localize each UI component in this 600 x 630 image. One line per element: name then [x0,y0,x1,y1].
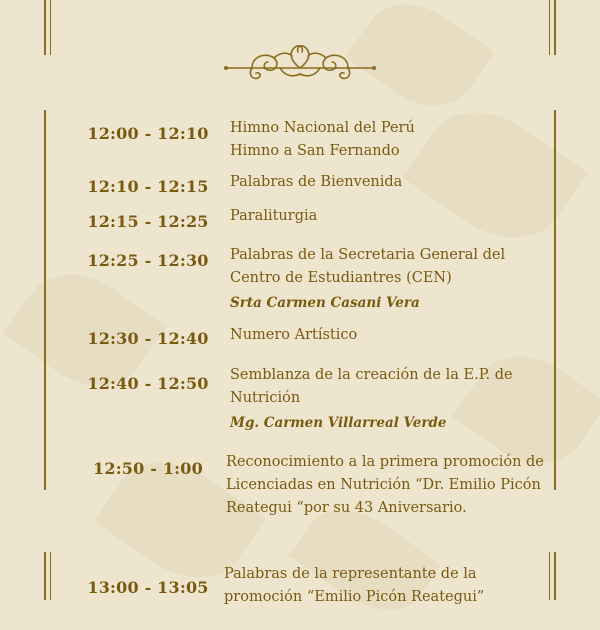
schedule-time: 12:30 - 12:40 [87,329,209,348]
schedule-time: 12:10 - 12:15 [87,177,209,196]
schedule-description [230,244,540,290]
speaker-name: Srta Carmen Casani Vera [230,295,420,311]
schedule-description [226,451,544,520]
description-line: Numero Artístico [230,327,358,343]
description-line: promoción “Emilio Picón Reategui” [224,589,485,605]
frame-line-top-left-inner [50,0,51,55]
schedule-time: 12:50 - 1:00 [93,459,203,478]
description-line: Reconocimiento a la primera promoción de [226,454,544,470]
schedule-time: 12:40 - 12:50 [87,374,209,393]
description-line: Paraliturgia [230,208,318,224]
schedule-description [230,117,540,163]
description-line: Himno Nacional del Perú [230,120,415,136]
description-line: Himno a San Fernando [230,143,400,159]
description-line: Nutrición [230,390,301,406]
frame-line-bottom-left [44,552,46,600]
description-line: Semblanza de la creación de la E.P. de [230,367,513,383]
frame-line-bottom-left-inner [50,552,51,600]
schedule-time: 12:00 - 12:10 [87,124,209,143]
scroll-ornament-icon [222,42,378,86]
frame-line-right [554,110,556,490]
schedule-description [230,205,540,228]
description-line: Palabras de la representante de la [224,566,477,582]
frame-line-left [44,110,46,490]
description-line: Centro de Estudiantres (CEN) [230,270,452,286]
schedule-time: 13:00 - 13:05 [87,578,209,597]
description-line: Palabras de la Secretaria General del [230,247,506,263]
speaker-name: Mg. Carmen Villarreal Verde [230,415,447,431]
description-line: Reategui “por su 43 Aniversario. [226,500,467,516]
schedule-description [230,364,540,410]
schedule-description [230,171,540,194]
frame-line-top-right-inner [554,0,556,55]
schedule-time: 12:15 - 12:25 [87,212,209,231]
frame-line-bottom-right-inner [554,552,556,600]
frame-line-top-left [44,0,46,55]
schedule-time: 12:25 - 12:30 [87,251,209,270]
description-line: Palabras de Bienvenida [230,174,403,190]
frame-line-top-right [549,0,550,55]
schedule-description [224,563,534,609]
schedule-description [230,324,540,347]
description-line: Licenciadas en Nutrición “Dr. Emilio Picón [226,477,541,493]
frame-line-bottom-right [549,552,550,600]
